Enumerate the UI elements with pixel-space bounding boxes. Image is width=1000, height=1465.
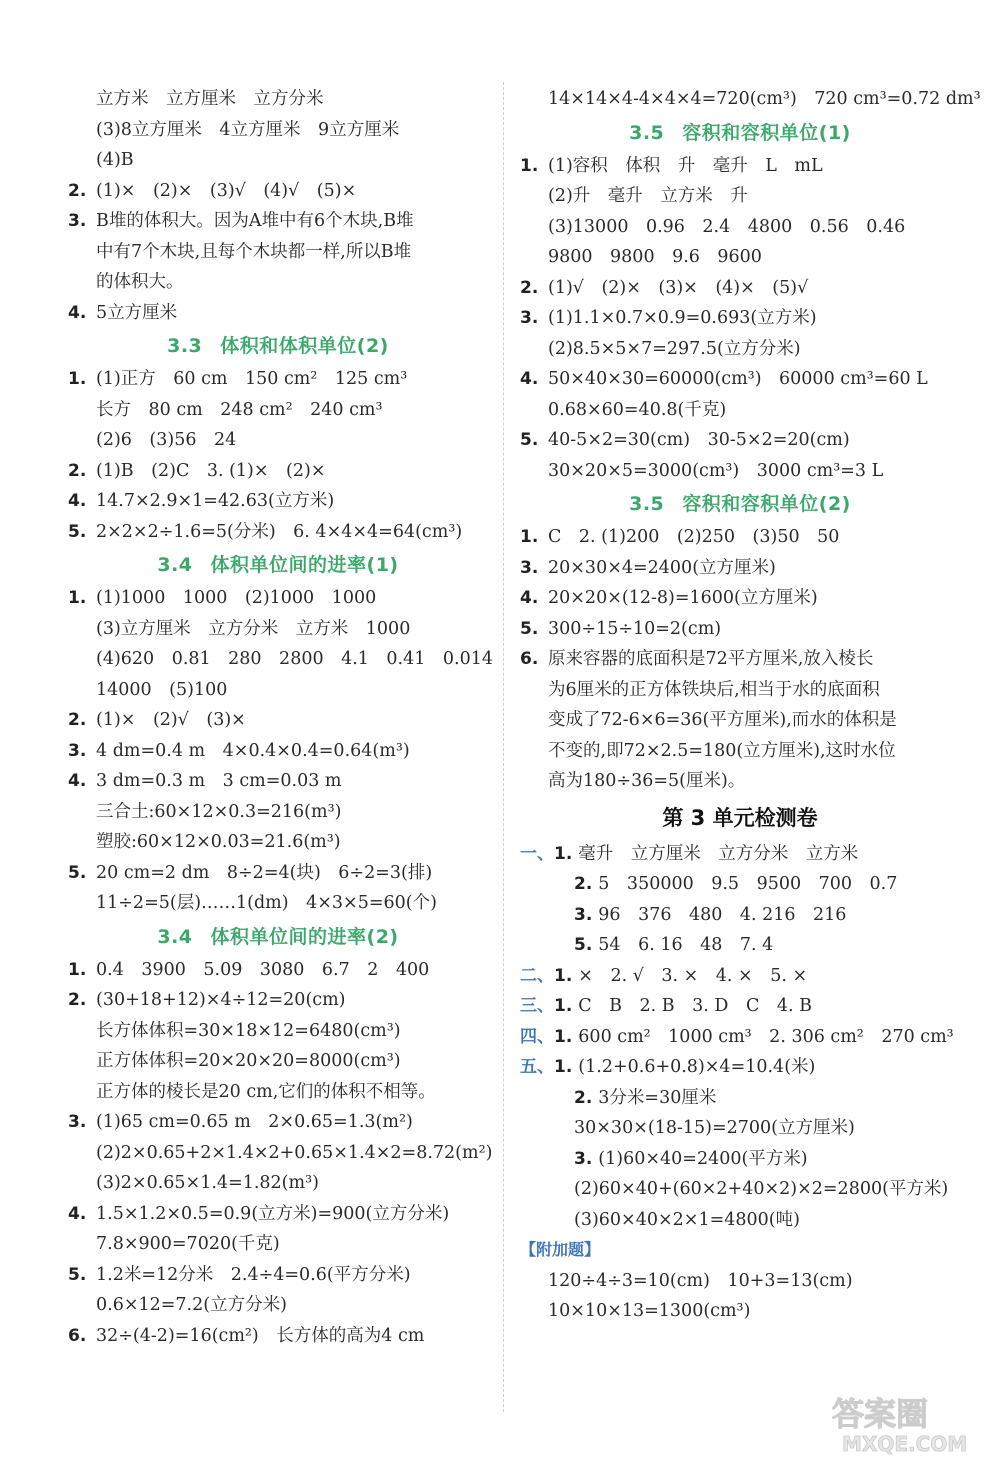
- answer-text: 3分米=30厘米: [598, 1087, 717, 1108]
- answer-line: [68, 1199, 488, 1230]
- answer-text: (1)容积 体积 升 毫升 L mL: [548, 155, 823, 176]
- section-heading: [520, 486, 960, 522]
- section-heading-title: 体积单位间的进率(2): [210, 925, 399, 948]
- section-heading-number: 3.5: [629, 493, 665, 515]
- answer-text: (1)60×40=2400(平方米): [598, 1148, 808, 1169]
- answer-line: [68, 1229, 488, 1260]
- answer-text: (1)1.1×0.7×0.9=0.693(立方米): [548, 308, 817, 328]
- answer-text: 2×2×2÷1.6=5(分米) 6. 4×4×4=64(cm³): [96, 521, 463, 542]
- answer-line: [68, 425, 488, 456]
- answer-text: (3)8立方厘米 4立方厘米 9立方厘米: [96, 119, 400, 140]
- answer-text: 不变的,即72×2.5=180(立方厘米),这时水位: [548, 740, 896, 761]
- part-number: 三、: [520, 996, 554, 1016]
- section-heading-title: 容积和容积单位(1): [682, 121, 851, 144]
- answer-line: [68, 1260, 488, 1291]
- answer-line: [68, 145, 488, 176]
- answer-line: [520, 583, 960, 614]
- question-number: 1.: [520, 155, 539, 176]
- answer-line: [68, 84, 488, 115]
- answer-line: [520, 736, 960, 767]
- answer-text: (1)正方 60 cm 150 cm² 125 cm³: [96, 369, 408, 389]
- answer-line: [68, 858, 488, 889]
- question-number: 3.: [68, 211, 87, 231]
- answer-text: 为6厘米的正方体铁块后,相当于水的底面积: [548, 679, 880, 700]
- answer-line: [68, 1290, 488, 1321]
- answer-text: 5立方厘米: [96, 302, 178, 323]
- answer-text: 正方体体积=20×20×20=8000(cm³): [96, 1051, 401, 1071]
- answer-text: (4)620 0.81 280 2800 4.1 0.41 0.014: [96, 649, 493, 669]
- answer-line: [520, 395, 960, 426]
- answer-line: [520, 334, 960, 365]
- answer-line: [520, 212, 960, 243]
- bonus-heading-label: 【附加题】: [520, 1240, 601, 1259]
- column-divider: [503, 82, 504, 1412]
- answer-line: [520, 456, 960, 487]
- answer-text: 20×20×(12-8)=1600(立方厘米): [548, 588, 818, 608]
- question-number: 4.: [520, 369, 539, 389]
- answer-line: [520, 1205, 960, 1236]
- answer-line: [520, 1144, 960, 1175]
- answer-text: 5 350000 9.5 9500 700 0.7: [598, 874, 898, 894]
- watermark-logo-text: 答案圈: [832, 1395, 929, 1433]
- answer-text: 32÷(4-2)=16(cm²) 长方体的高为4 cm: [96, 1325, 425, 1346]
- question-number: 1.: [554, 1026, 573, 1047]
- answer-text: 长方体体积=30×18×12=6480(cm³): [96, 1020, 401, 1041]
- answer-line: [520, 705, 960, 736]
- answer-text: 变成了72-6×6=36(平方厘米),而水的体积是: [548, 710, 897, 730]
- part-number: 二、: [520, 965, 554, 986]
- question-number: 2.: [68, 710, 87, 730]
- part-number: 五、: [520, 1057, 554, 1077]
- question-number: 1.: [554, 843, 573, 864]
- section-heading: [68, 328, 488, 364]
- answer-line: [68, 644, 493, 675]
- answer-text: 毫升 立方厘米 立方分米 立方米: [578, 843, 859, 864]
- question-number: 4.: [68, 1203, 87, 1224]
- answer-text: 4 dm=0.4 m 4×0.4×0.4=0.64(m³): [96, 740, 410, 761]
- answer-text: × 2. √ 3. × 4. × 5. ×: [578, 965, 808, 986]
- answer-text: (1.2+0.6+0.8)×4=10.4(米): [578, 1057, 816, 1077]
- section-heading-title: 容积和容积单位(2): [682, 493, 851, 515]
- unit-test-heading: 第 3 单元检测卷: [662, 805, 818, 830]
- section-heading-title: 体积单位间的进率(1): [210, 554, 399, 576]
- question-number: 1.: [554, 1057, 573, 1077]
- answer-text: (1)√ (2)× (3)× (4)× (5)√: [548, 277, 809, 298]
- answer-line: [520, 1022, 960, 1053]
- answer-line: [520, 364, 960, 395]
- question-number: 3.: [574, 1148, 593, 1169]
- question-number: 1.: [520, 527, 539, 547]
- answer-text: (3)60×40×2×1=4800(吨): [574, 1209, 800, 1230]
- answer-line: [520, 900, 960, 931]
- answer-text: 120÷4÷3=10(cm) 10+3=13(cm): [548, 1270, 853, 1291]
- answer-line: [520, 1113, 960, 1144]
- answer-line: [520, 553, 960, 584]
- question-number: 2.: [574, 874, 593, 894]
- answer-text: 14.7×2.9×1=42.63(立方米): [96, 491, 335, 511]
- section-heading-number: 3.4: [157, 554, 193, 576]
- question-number: 1.: [554, 996, 573, 1016]
- answer-line: [520, 522, 960, 553]
- answer-text: 三合土:60×12×0.3=216(m³): [96, 801, 342, 822]
- answer-text: B堆的体积大。因为A堆中有6个木块,B堆: [96, 211, 414, 231]
- answer-line: [68, 1107, 488, 1138]
- question-number: 5.: [68, 862, 87, 883]
- answer-text: 30×30×(18-15)=2700(立方厘米): [574, 1118, 855, 1138]
- question-number: 2.: [68, 990, 87, 1010]
- answer-text: (1)B (2)C 3. (1)× (2)×: [96, 460, 326, 481]
- answer-line: [520, 181, 960, 212]
- answer-text: 10×10×13=1300(cm³): [548, 1301, 751, 1321]
- answer-line: [520, 425, 960, 456]
- answer-text: 0.4 3900 5.09 3080 6.7 2 400: [96, 959, 430, 980]
- answer-line: [68, 517, 488, 548]
- answer-text: 正方体的棱长是20 cm,它们的体积不相等。: [96, 1081, 436, 1102]
- answer-line: [520, 839, 960, 870]
- answer-line: [68, 614, 488, 645]
- question-number: 3.: [574, 904, 593, 925]
- answer-line: [68, 176, 488, 207]
- section-heading: [68, 919, 488, 955]
- question-number: 2.: [520, 277, 539, 298]
- answer-line: [68, 364, 488, 395]
- question-number: 6.: [68, 1325, 87, 1346]
- answer-text: 的体积大。: [96, 272, 184, 292]
- question-number: 5.: [574, 935, 593, 955]
- section-heading-number: 3.3: [167, 335, 203, 357]
- answer-line: [68, 486, 488, 517]
- answer-text: 中有7个木块,且每个木块都一样,所以B堆: [96, 241, 412, 262]
- answer-text: (30+18+12)×4÷12=20(cm): [96, 990, 346, 1010]
- answer-text: 7.8×900=7020(千克): [96, 1234, 280, 1254]
- right-column: [520, 84, 981, 1327]
- answer-line: [520, 614, 960, 645]
- answer-text: 14000 (5)100: [96, 679, 228, 700]
- answer-line: [520, 303, 960, 334]
- answer-line: [68, 985, 488, 1016]
- section-heading-title: 体积和体积单位(2): [220, 335, 389, 357]
- question-number: 5.: [520, 618, 539, 639]
- answer-text: 3 dm=0.3 m 3 cm=0.03 m: [96, 771, 342, 791]
- answer-text: (2)8.5×5×7=297.5(立方分米): [548, 338, 801, 359]
- answer-line: [68, 705, 488, 736]
- answer-text: 0.68×60=40.8(千克): [548, 399, 727, 420]
- bonus-heading: [520, 1235, 960, 1266]
- answer-line: [520, 273, 960, 304]
- watermark-url: MXQE.COM: [842, 1432, 968, 1455]
- question-number: 4.: [68, 302, 87, 323]
- question-number: 1.: [68, 588, 87, 608]
- answer-line: [520, 930, 960, 961]
- answer-text: 30×20×5=3000(cm³) 3000 cm³=3 L: [548, 460, 884, 481]
- answer-text: 0.6×12=7.2(立方分米): [96, 1295, 287, 1315]
- answer-text: (2)2×0.65+2×1.4×2+0.65×1.4×2=8.72(m²): [96, 1142, 493, 1163]
- answer-line: [520, 1083, 960, 1114]
- answer-text: 96 376 480 4. 216 216: [598, 904, 847, 925]
- answer-text: (1)1000 1000 (2)1000 1000: [96, 588, 377, 608]
- answer-line: [68, 1046, 488, 1077]
- question-number: 3.: [68, 740, 87, 761]
- answer-text: (2)60×40+(60×2+40×2)×2=2800(平方米): [574, 1179, 949, 1199]
- answer-text: 高为180÷36=5(厘米)。: [548, 771, 746, 791]
- answer-text: C 2. (1)200 (2)250 (3)50 50: [548, 527, 840, 547]
- question-number: 1.: [68, 959, 87, 980]
- answer-text: (4)B: [96, 150, 134, 170]
- answer-line: [520, 961, 960, 992]
- question-number: 3.: [68, 1112, 87, 1132]
- answer-line: [68, 827, 488, 858]
- question-number: 5.: [68, 521, 87, 542]
- answer-text: 20×30×4=2400(立方厘米): [548, 557, 776, 578]
- answer-line: [520, 242, 960, 273]
- answer-line: [68, 1077, 488, 1108]
- answer-line: [68, 1138, 493, 1169]
- answer-text: (3)立方厘米 立方分米 立方米 1000: [96, 618, 411, 639]
- answer-line: [520, 1266, 960, 1297]
- answer-line: [68, 1168, 488, 1199]
- answer-text: 立方米 立方厘米 立方分米: [96, 89, 324, 109]
- question-number: 4.: [68, 491, 87, 511]
- answer-text: (3)13000 0.96 2.4 4800 0.56 0.46: [548, 216, 906, 237]
- question-number: 5.: [520, 430, 539, 450]
- question-number: 2.: [68, 460, 87, 481]
- answer-text: 50×40×30=60000(cm³) 60000 cm³=60 L: [548, 369, 928, 389]
- answer-line: [68, 955, 488, 986]
- question-number: 4.: [520, 588, 539, 608]
- answer-line: [68, 456, 488, 487]
- answer-line: [68, 206, 488, 237]
- answer-line: [68, 237, 488, 268]
- answer-line: [68, 736, 488, 767]
- answer-line: [68, 395, 488, 426]
- answer-text: 塑胶:60×12×0.03=21.6(m³): [96, 832, 341, 852]
- answer-line: [68, 267, 488, 298]
- answer-text: (3)2×0.65×1.4=1.82(m³): [96, 1173, 319, 1193]
- answer-line: [520, 84, 981, 115]
- answer-line: [520, 991, 960, 1022]
- question-number: 2.: [68, 180, 87, 201]
- answer-text: 1.5×1.2×0.5=0.9(立方米)=900(立方分米): [96, 1203, 450, 1224]
- answer-line: [68, 298, 488, 329]
- question-number: 3.: [520, 557, 539, 578]
- answer-text: (1)× (2)√ (3)×: [96, 710, 246, 730]
- answer-line: [520, 1174, 960, 1205]
- question-number: 3.: [520, 308, 539, 328]
- section-heading: [68, 547, 488, 583]
- answer-text: (2)升 毫升 立方米 升: [548, 186, 748, 206]
- answer-text: 9800 9800 9.6 9600: [548, 247, 762, 267]
- answer-line: [68, 888, 488, 919]
- question-number: 1.: [68, 369, 87, 389]
- answer-text: (1)× (2)× (3)√ (4)√ (5)×: [96, 180, 357, 201]
- answer-line: [68, 1016, 488, 1047]
- answer-line: [68, 675, 488, 706]
- answer-line: [520, 766, 960, 797]
- answer-line: [68, 115, 488, 146]
- answer-text: 300÷15÷10=2(cm): [548, 618, 722, 639]
- answer-line: [68, 583, 488, 614]
- answer-text: (1)65 cm=0.65 m 2×0.65=1.3(m²): [96, 1112, 413, 1132]
- answer-text: 11÷2=5(层)……1(dm) 4×3×5=60(个): [96, 893, 437, 913]
- question-number: 5.: [68, 1264, 87, 1285]
- question-number: 4.: [68, 771, 87, 791]
- answer-line: [68, 1321, 488, 1352]
- answer-line: [520, 644, 960, 675]
- part-number: 四、: [520, 1026, 554, 1047]
- answer-text: 1.2米=12分米 2.4÷4=0.6(平方分米): [96, 1264, 411, 1285]
- answer-line: [520, 869, 960, 900]
- answer-line: [68, 797, 488, 828]
- answer-text: 20 cm=2 dm 8÷2=4(块) 6÷2=3(排): [96, 862, 433, 883]
- question-number: 2.: [574, 1087, 593, 1108]
- answer-text: (2)6 (3)56 24: [96, 430, 237, 450]
- answer-line: [520, 1052, 960, 1083]
- question-number: 1.: [554, 965, 573, 986]
- answer-text: 原来容器的底面积是72平方厘米,放入棱长: [548, 649, 874, 669]
- watermark-logo: [816, 1389, 986, 1455]
- part-number: 一、: [520, 843, 554, 864]
- section-heading-number: 3.4: [157, 925, 193, 948]
- section-heading-number: 3.5: [629, 121, 665, 144]
- question-number: 6.: [520, 649, 539, 669]
- answer-line: [520, 1296, 960, 1327]
- section-heading: [520, 115, 960, 151]
- answer-text: 54 6. 16 48 7. 4: [598, 935, 774, 955]
- answer-text: 600 cm² 1000 cm³ 2. 306 cm² 270 cm³: [578, 1026, 954, 1047]
- left-column: [68, 84, 493, 1351]
- answer-line: [520, 151, 960, 182]
- answer-text: C B 2. B 3. D C 4. B: [578, 996, 812, 1016]
- answer-line: [520, 675, 960, 706]
- answer-line: [68, 766, 488, 797]
- answer-text: 40-5×2=30(cm) 30-5×2=20(cm): [548, 430, 850, 450]
- answer-text: 14×14×4-4×4×4=720(cm³) 720 cm³=0.72 dm³: [548, 89, 981, 109]
- answer-text: 长方 80 cm 248 cm² 240 cm³: [96, 399, 383, 420]
